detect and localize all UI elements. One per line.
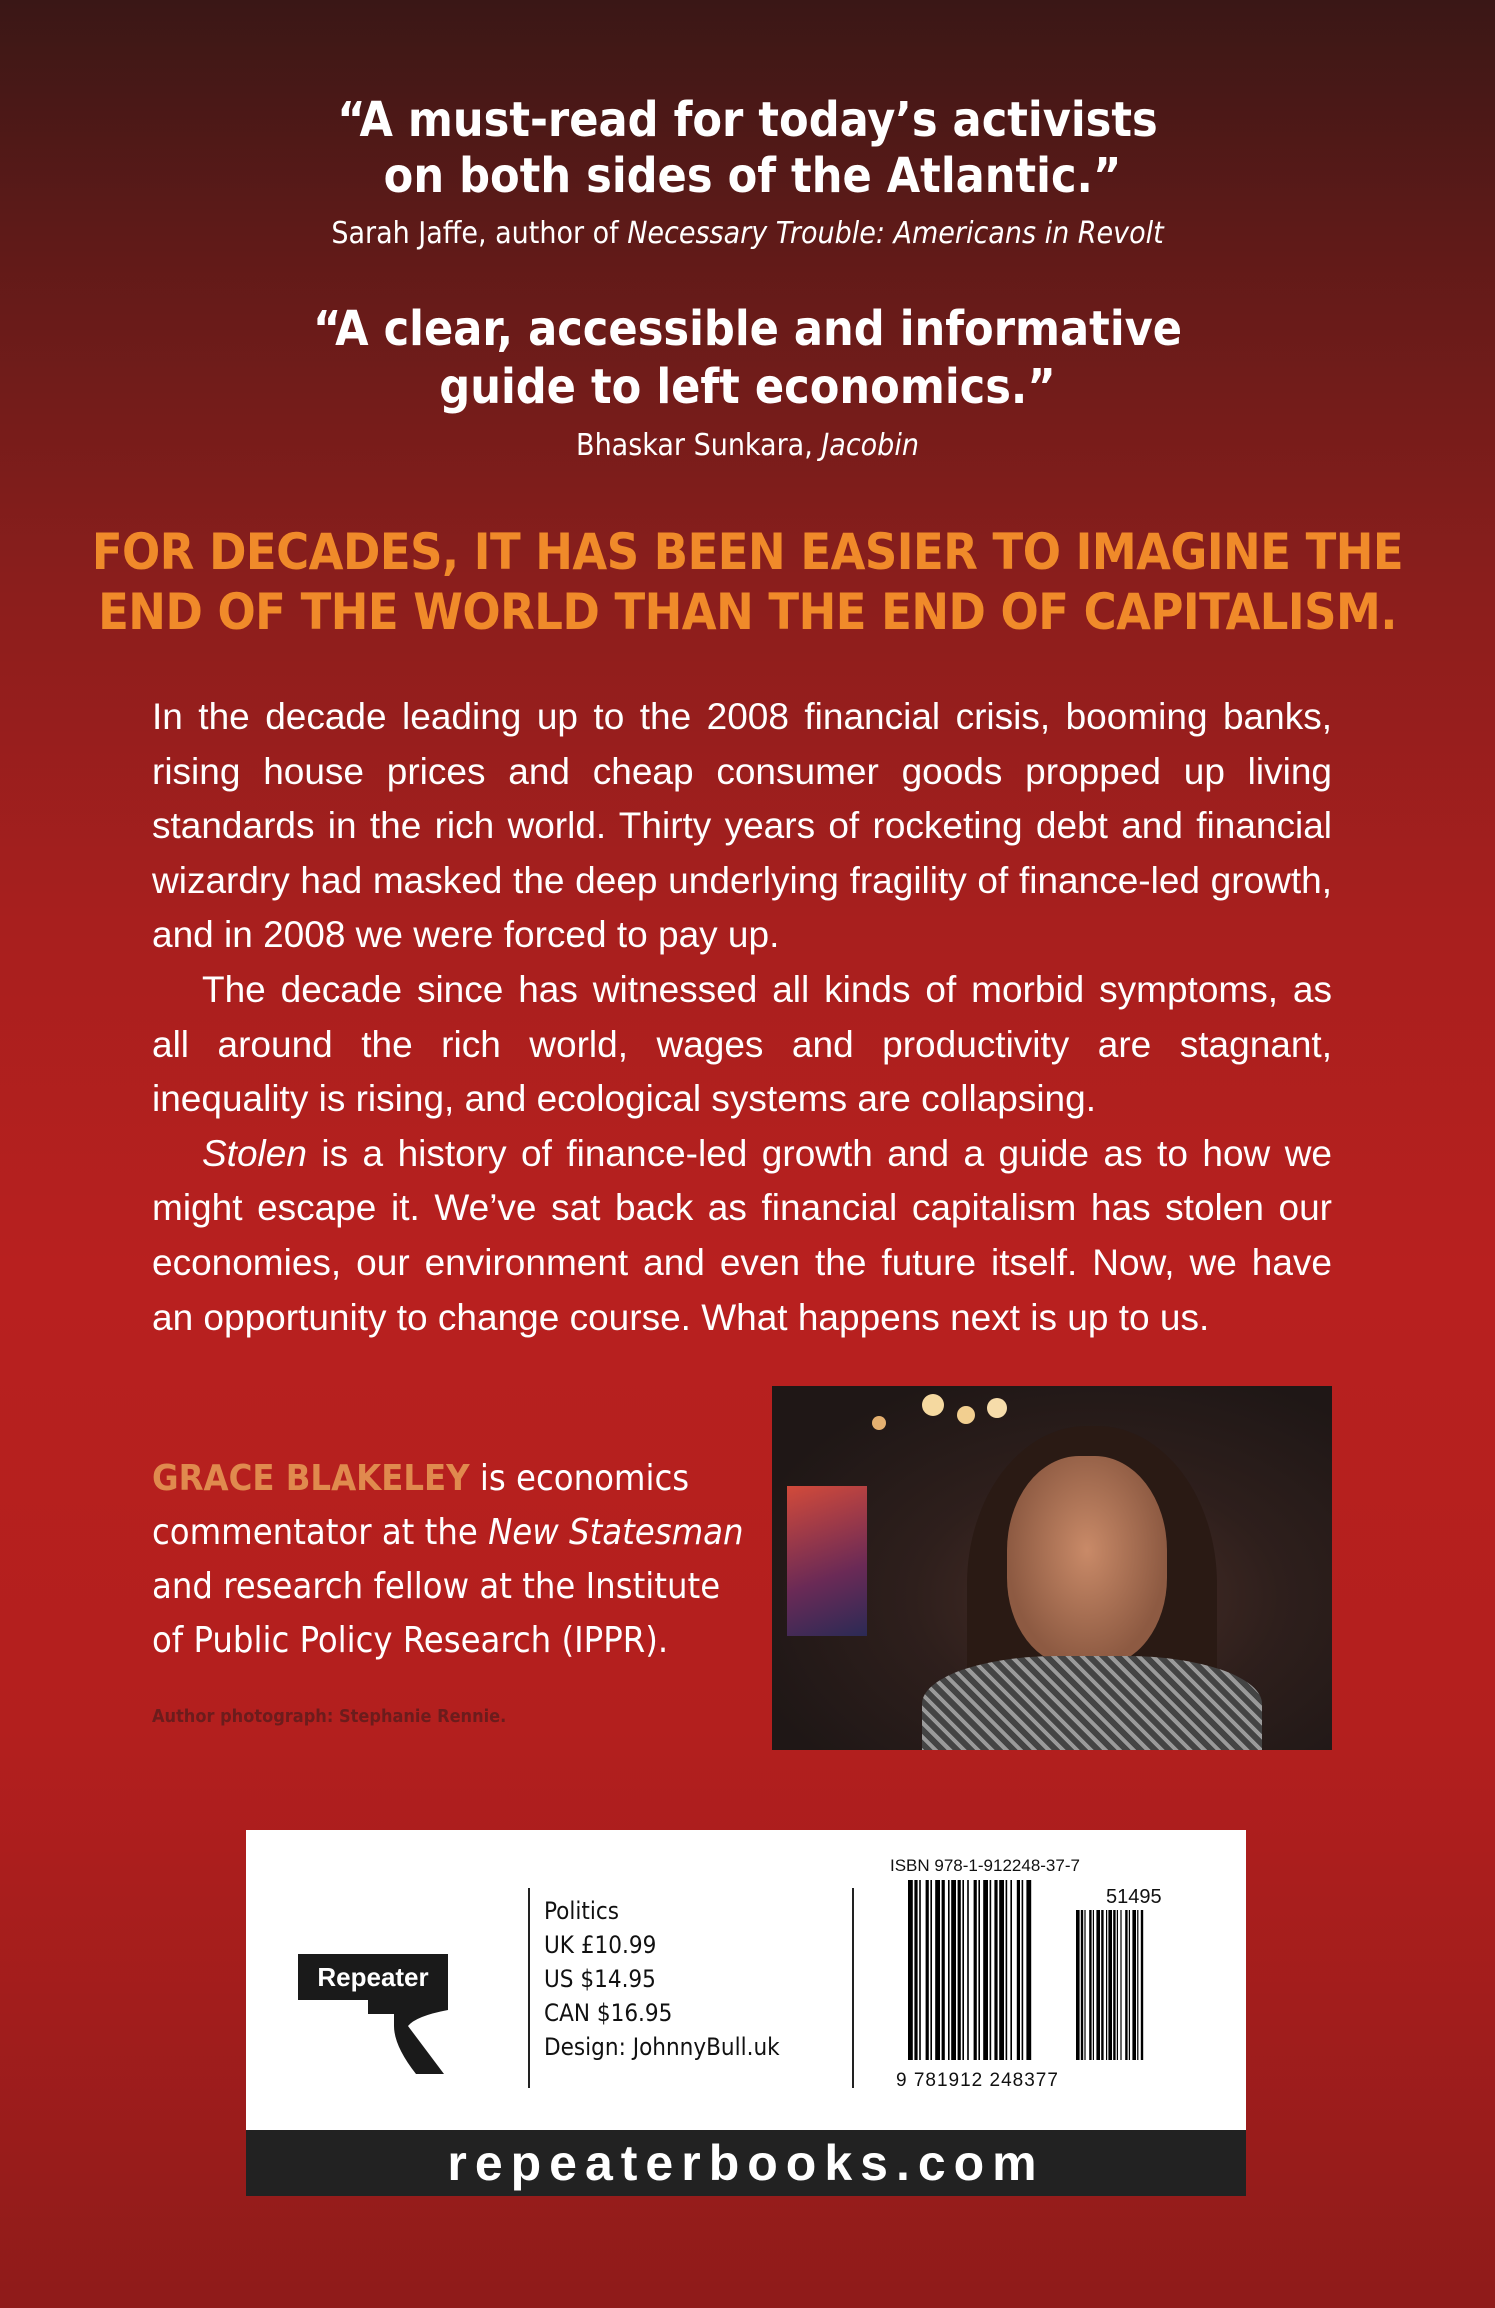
price-code: 51495 — [1106, 1886, 1162, 1908]
headline — [0, 522, 1495, 642]
price-uk: UK £10.99 — [544, 1931, 657, 1959]
author-bio-text-2: and research fellow at the Institute of Public Policy Research (IPPR). — [152, 1566, 721, 1661]
barcode-bar — [962, 1880, 964, 2060]
barcode-bar — [1089, 1910, 1091, 2060]
barcode-bar — [1106, 1910, 1107, 2060]
quote-2-line-1: “A clear, accessible and informative — [312, 301, 1183, 357]
book-title: Stolen — [202, 1132, 307, 1174]
barcode-bar — [1096, 1910, 1100, 2060]
headline-line-1: FOR DECADES, IT HAS BEEN EASIER TO IMAGINE THE — [91, 523, 1404, 581]
barcode-bar — [1006, 1880, 1008, 2060]
quote-1-line-1: “A must-read for today’s activists — [337, 92, 1158, 148]
barcode-bar — [1113, 1910, 1115, 2060]
barcode-bar — [958, 1880, 961, 2060]
blurb-paragraph-3 — [152, 1127, 1332, 1345]
barcode-bar — [914, 1880, 917, 2060]
bokeh-light — [922, 1394, 944, 1416]
barcode-number: 9 781912 248377 — [896, 2070, 1059, 2091]
barcode-bar — [1137, 1910, 1138, 2060]
quote-1-author: Sarah Jaffe, author of — [331, 216, 628, 251]
barcode-bar — [1017, 1880, 1020, 2060]
quote-1 — [0, 92, 1495, 204]
barcode-bar — [1117, 1910, 1118, 2060]
photo-credit: Author photograph: Stephanie Rennie. — [152, 1706, 507, 1727]
bokeh-light — [957, 1406, 975, 1424]
barcode-bar — [1132, 1910, 1136, 2060]
price-can: CAN $16.95 — [544, 1999, 673, 2027]
barcode-bar — [908, 1880, 913, 2060]
barcode-bar — [1076, 1910, 1080, 2060]
barcode-bar — [1084, 1910, 1085, 2060]
portrait-top — [922, 1656, 1262, 1750]
barcode-bar — [999, 1880, 1004, 2060]
publisher-website[interactable]: repeaterbooks.com — [246, 2130, 1246, 2196]
barcode-bar — [1129, 1910, 1130, 2060]
divider — [528, 1888, 530, 2088]
barcode-bar — [1125, 1910, 1127, 2060]
portrait-face — [1007, 1456, 1167, 1666]
barcode-bar — [974, 1880, 977, 2060]
quote-1-line-2: on both sides of the Atlantic.” — [383, 148, 1122, 204]
background-artwork — [787, 1486, 867, 1636]
barcode-bar — [935, 1880, 940, 2060]
blurb — [152, 690, 1332, 1345]
barcode-bar — [1026, 1880, 1031, 2060]
blurb-paragraph-1: In the decade leading up to the 2008 financial crisis, booming banks, rising house prices and cheap consumer goods propped up living standards in the rich world. Thirty years of rocketing debt and financial wizardry had masked the deep underlying fragility of finance-led growth, and in 2008 we were forced to pay up. — [152, 696, 1332, 956]
bokeh-light — [987, 1398, 1007, 1418]
barcode-bar — [926, 1880, 929, 2060]
price-us: US $14.95 — [544, 1965, 656, 1993]
barcode-bar — [994, 1880, 997, 2060]
barcode-bar — [983, 1880, 988, 2060]
barcode-bar — [1141, 1910, 1143, 2060]
barcode-bar — [1022, 1880, 1024, 2060]
barcode-bar — [919, 1880, 921, 2060]
barcode — [906, 1880, 1146, 2075]
barcode-bar — [1101, 1910, 1103, 2060]
barcode-bar — [1093, 1910, 1094, 2060]
barcode-bar — [930, 1880, 932, 2060]
book-metadata — [544, 1894, 780, 2064]
quote-1-attribution — [0, 216, 1495, 251]
quote-2-attribution — [0, 428, 1495, 463]
quote-1-work: Necessary Trouble: Americans in Revolt — [627, 216, 1164, 251]
headline-line-2: END OF THE WORLD THAN THE END OF CAPITALISM. — [98, 583, 1397, 641]
quote-2 — [0, 300, 1495, 416]
quote-2-work: Jacobin — [821, 428, 919, 463]
barcode-bar — [978, 1880, 980, 2060]
bokeh-light — [872, 1416, 886, 1430]
barcode-bar — [951, 1880, 956, 2060]
barcode-bar — [1010, 1880, 1012, 2060]
quote-2-line-2: guide to left economics.” — [439, 359, 1056, 415]
author-name: GRACE BLAKELEY — [152, 1458, 470, 1499]
barcode-bar — [1081, 1910, 1083, 2060]
barcode-bar — [967, 1880, 969, 2060]
blurb-paragraph-3-text: is a history of finance-led growth and a guide as to how we might escape it. We’ve sat back as financial capitalism has stolen our economies, our environment and even the future itself. Now, we have an opportunity to change course. What happens next is up to us. — [152, 1132, 1332, 1338]
publisher-logo — [298, 1954, 448, 2074]
author-bio — [152, 1452, 752, 1668]
barcode-panel — [246, 1830, 1246, 2130]
author-photo — [772, 1386, 1332, 1750]
category: Politics — [544, 1897, 619, 1925]
divider — [852, 1888, 854, 2088]
repeater-logo-icon — [298, 1954, 448, 2074]
blurb-paragraph-2: The decade since has witnessed all kinds of morbid symptoms, as all around the rich world, wages and productivity are stagnant, inequality is rising, and ecological systems are collapsing. — [152, 968, 1332, 1120]
isbn: ISBN 978-1-912248-37-7 — [890, 1856, 1080, 1875]
author-bio-text-1: is economics commentator at the — [152, 1458, 690, 1553]
barcode-bar — [990, 1880, 992, 2060]
author-publication: New Statesman — [488, 1512, 744, 1553]
barcode-bar — [1120, 1910, 1121, 2060]
design-credit: Design: JohnnyBull.uk — [544, 2033, 780, 2061]
publisher-name: Repeater — [298, 1954, 448, 2000]
barcode-bar — [942, 1880, 945, 2060]
quote-2-author: Bhaskar Sunkara, — [576, 428, 822, 463]
barcode-bar — [948, 1880, 950, 2060]
barcode-bar — [1108, 1910, 1112, 2060]
